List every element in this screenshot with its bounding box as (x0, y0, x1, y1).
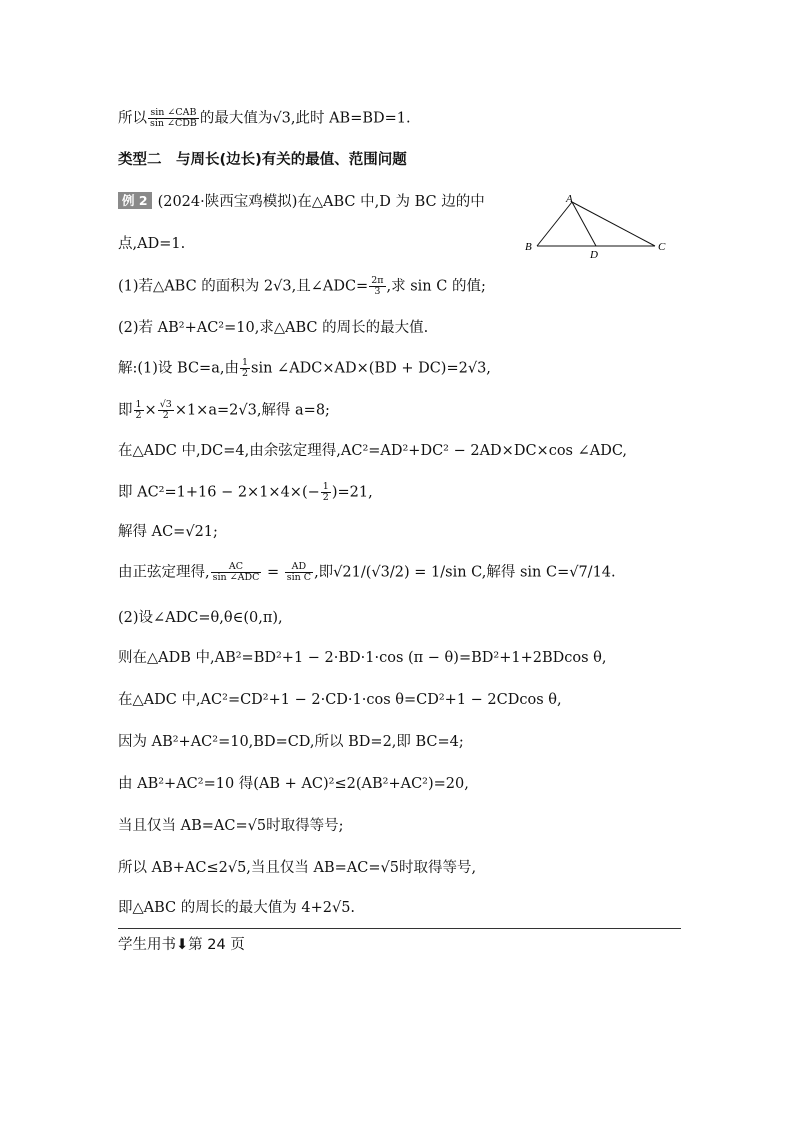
text-line-13: (2)设∠ADC=θ,θ∈(0,π), (118, 610, 283, 626)
text-line-10: 即 AC²=1+16 − 2×1×4×(− $\frac{1}{2}$ )=21, (118, 481, 373, 503)
example-line: 例 2 (2024·陕西宝鸡模拟)在△ABC 中,D 为 BC 边的中 (118, 192, 485, 212)
text-line-16: 因为 AB²+AC²=10,BD=CD,所以 BD=2,即 BC=4; (118, 734, 464, 750)
text-line-12: 由正弦定理得, $\frac{AC}{\text{sin ∠ADC}}$ = $\frac{AD}{\text{sin C}}$ ,即√21/(√3/2) = 1/sin C,解得 sin C=√7/14. (118, 561, 616, 583)
text-line-1: 所以 $\frac{\text{sin ∠CAB}}{\text{sin ∠CDB}}$ 的最大值为√3,此时 AB=BD=1. (118, 107, 411, 129)
label-c: C (658, 241, 666, 253)
label-d: D (590, 249, 598, 261)
page-footer: 学生用书⬇第 24 页 (118, 937, 245, 953)
example-badge: 例 2 (118, 192, 152, 209)
triangle-figure (520, 192, 670, 262)
text-line-15: 在△ADC 中,AC²=CD²+1 − 2·CD·1·cos θ=CD²+1 − 2CDcos θ, (118, 692, 562, 708)
text-line-19: 所以 AB+AC≤2√5,当且仅当 AB=AC=√5时取得等号, (118, 860, 477, 876)
label-a: A (566, 193, 573, 205)
text-line-6: (2)若 AB²+AC²=10,求△ABC 的周长的最大值. (118, 320, 429, 336)
edge-ab (537, 202, 572, 246)
text-line-9: 在△ADC 中,DC=4,由余弦定理得,AC²=AD²+DC² − 2AD×DC×cos ∠ADC, (118, 443, 628, 459)
section-heading: 类型二 与周长(边长)有关的最值、范围问题 (118, 152, 407, 168)
text-line-7: 解:(1)设 BC=a,由 $\frac{1}{2}$ sin ∠ADC×AD×(BD + DC)=2√3, (118, 357, 491, 379)
text-line-5: (1)若△ABC 的面积为 2√3,且∠ADC= $\frac{2\pi}{3}$ ,求 sin C 的值; (118, 275, 486, 297)
text-line-8: 即 $\frac{1}{2}$ × $\frac{√3}{2}$ ×1×a=2√3,解得 a=8; (118, 399, 330, 421)
text-line-20: 即△ABC 的周长的最大值为 4+2√5. (118, 900, 356, 916)
text-line-17: 由 AB²+AC²=10 得(AB + AC)²≤2(AB²+AC²)=20, (118, 776, 469, 792)
footer-divider (118, 928, 681, 929)
fraction: $\frac{\text{sin ∠CAB}}{\text{sin ∠CDB}}$ (150, 107, 197, 129)
text-line-14: 则在△ADB 中,AB²=BD²+1 − 2·BD·1·cos (π − θ)=BD²+1+2BDcos θ, (118, 650, 607, 666)
text-line-11: 解得 AC=√21; (118, 524, 218, 540)
text-line-4: 点,AD=1. (118, 236, 186, 252)
text-line-18: 当且仅当 AB=AC=√5时取得等号; (118, 818, 344, 834)
label-b: B (525, 241, 532, 253)
